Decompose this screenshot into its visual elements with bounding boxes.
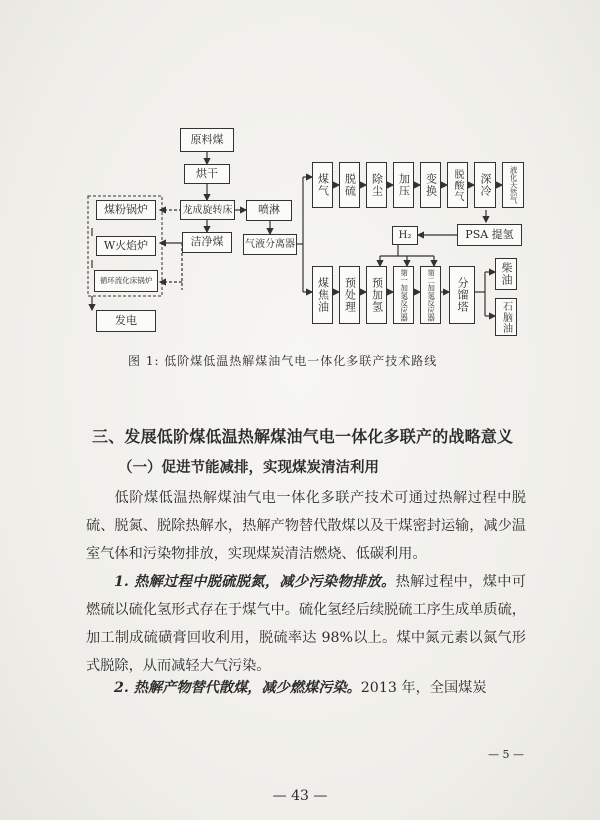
paragraph-2 bbox=[86, 568, 526, 680]
pulverized-coal-boiler-box: 煤粉锅炉 bbox=[96, 200, 156, 220]
gas-chain-box-5: 变换 bbox=[420, 162, 441, 208]
gas-liquid-separator-box: 气液分离器 bbox=[243, 234, 297, 255]
process-flow-diagram bbox=[0, 0, 600, 400]
figure-caption: 图 1: 低阶煤低温热解煤油气电一体化多联产技术路线 bbox=[128, 354, 438, 368]
section-title: 三、发展低阶煤低温热解煤油气电一体化多联产的战略意义 bbox=[92, 427, 514, 446]
paragraph-1-text: 低阶煤低温热解煤油气电一体化多联产技术可通过热解过程中脱硫、脱氮、脱除热解水，热解产物替代散煤以及干煤密封运输，减少温室气体和污染物排放，实现煤炭清洁燃烧、低碳利用。 bbox=[86, 490, 526, 562]
paragraph-1 bbox=[86, 484, 526, 568]
diesel-box: 柴油 bbox=[495, 258, 517, 290]
oil-chain-box-2: 预处理 bbox=[339, 266, 360, 324]
raw-coal-box: 原料煤 bbox=[180, 128, 234, 152]
gas-chain-box-1: 煤气 bbox=[312, 162, 333, 208]
oil-chain-box-3: 预加氢 bbox=[366, 266, 387, 324]
spray-box: 喷淋 bbox=[246, 200, 292, 221]
paragraph-3 bbox=[86, 674, 526, 702]
gas-chain-box-6: 脱酸气 bbox=[447, 162, 468, 208]
oil-chain-box-5: 第二加氢反应器 bbox=[420, 266, 441, 324]
paragraph-2-text: 热解过程中，煤中可燃硫以硫化氢形式存在于煤气中。硫化氢经后续脱硫工序生成单质硫，加工制成硫磺膏回收利用，脱硫率达 98%以上。煤中氮元素以氮气形式脱除，从而减轻大气污染。 bbox=[86, 574, 526, 674]
paragraph-2-lead: 1. 热解过程中脱硫脱氮，减少污染物排放。 bbox=[114, 574, 396, 590]
oil-chain-box-4: 第一加氢反应器 bbox=[393, 266, 414, 324]
oil-chain-box-1: 煤焦油 bbox=[312, 266, 333, 324]
rotary-furnace-box: 龙成旋转床 bbox=[180, 200, 235, 220]
clean-coal-box: 洁净煤 bbox=[182, 232, 232, 253]
w-flame-furnace-box: W火焰炉 bbox=[96, 236, 156, 256]
gas-chain-box-8: 液化天然气 bbox=[502, 162, 524, 208]
gas-chain-box-2: 脱硫 bbox=[339, 162, 360, 208]
paragraph-3-lead: 2. 热解产物替代散煤，减少燃煤污染。 bbox=[114, 680, 361, 696]
gas-chain-box-3: 除尘 bbox=[366, 162, 387, 208]
hydrogen-box: H₂ bbox=[392, 226, 418, 245]
page-number: — 43 — bbox=[272, 788, 328, 804]
power-generation-box: 发电 bbox=[96, 310, 156, 332]
gas-chain-box-4: 加压 bbox=[393, 162, 414, 208]
cfb-boiler-box: 循环流化床锅炉 bbox=[94, 270, 158, 292]
fractionator-box: 分馏塔 bbox=[449, 266, 475, 324]
psa-hydrogen-box: PSA 提氢 bbox=[457, 224, 522, 246]
subsection-title: （一）促进节能减排，实现煤炭清洁利用 bbox=[118, 459, 379, 476]
gas-chain-box-7: 深冷 bbox=[474, 162, 496, 208]
inner-page-number: — 5 — bbox=[488, 748, 524, 761]
drying-box: 烘干 bbox=[184, 164, 230, 184]
paragraph-3-text: 2013 年，全国煤炭 bbox=[360, 680, 487, 696]
naphtha-box: 石脑油 bbox=[495, 298, 517, 336]
